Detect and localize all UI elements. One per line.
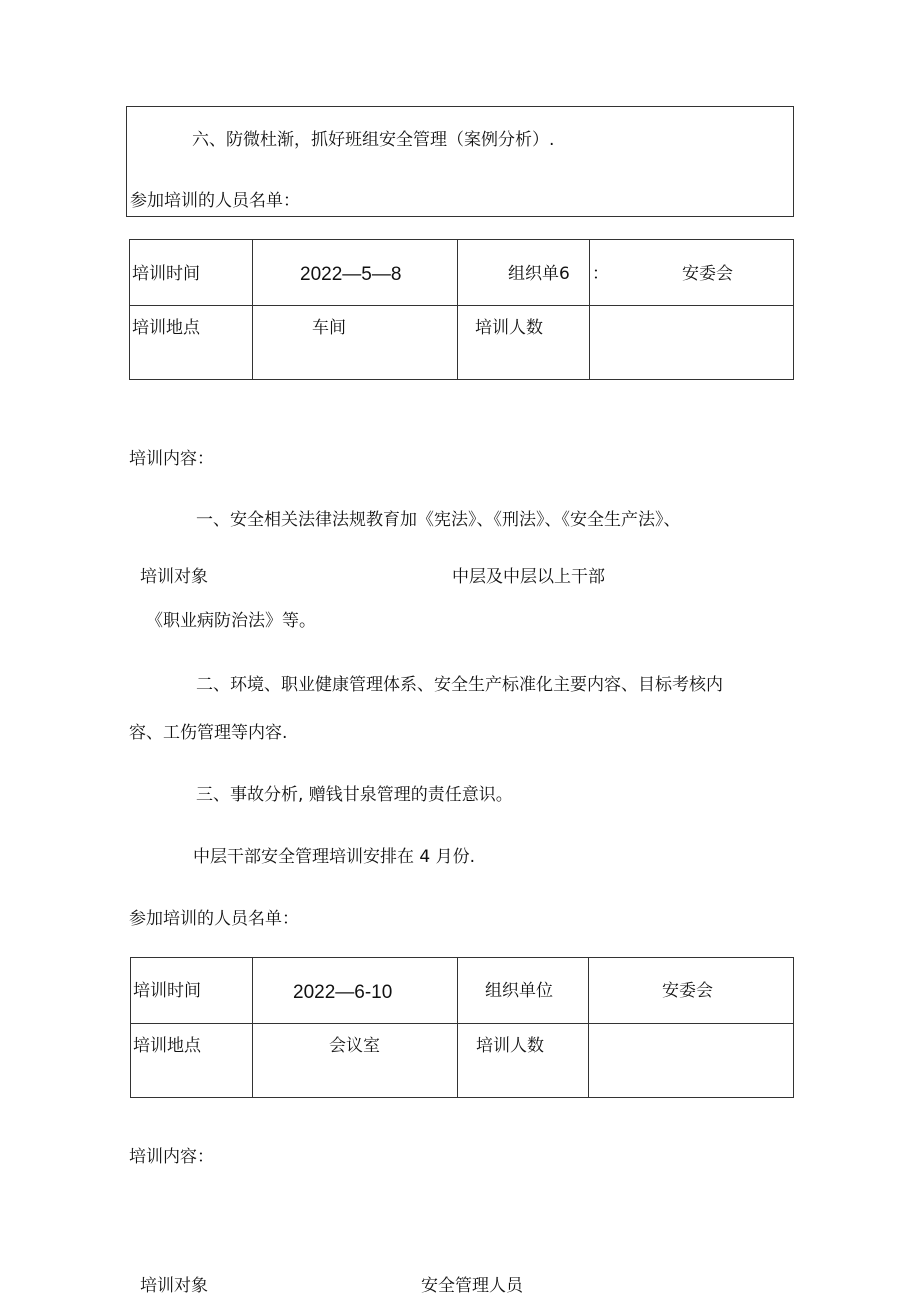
content-label-1: 培训内容： [129, 449, 214, 469]
t1-count-label-cell [458, 306, 590, 380]
t2-org-value-cell [589, 958, 794, 1024]
training-table-2 [130, 957, 794, 1098]
t1-time-label: 培训时间 [132, 264, 200, 284]
training-table-1 [129, 239, 794, 380]
item-1-continued: 《职业病防治法》等。 [146, 611, 316, 631]
t1-count-label: 培训人数 [475, 318, 543, 338]
t2-place-label-cell [131, 1024, 253, 1098]
item-1-text: 一、安全相关法律法规教育加《宪法》、《刑法》、《安全生产法》、 [196, 510, 681, 530]
t2-time-value-cell [253, 958, 458, 1024]
t1-org-label-cell [458, 240, 590, 306]
t1-place-label: 培训地点 [132, 318, 200, 338]
target-label-1: 培训对象 [140, 567, 208, 587]
t1-count-value-cell [590, 306, 794, 380]
t2-org-label: 组织单位 [485, 981, 553, 1001]
target-value-2: 安全管理人员 [421, 1276, 523, 1296]
t2-count-value-cell [589, 1024, 794, 1098]
t1-org-value: 安委会 [682, 264, 733, 284]
item-3-text: 三、事故分析, 赠钱甘泉管理的责任意识。 [196, 785, 513, 805]
attendees-label-2: 参加培训的人员名单： [129, 909, 299, 929]
target-label-2: 培训对象 [140, 1276, 208, 1296]
t1-time-label-cell [130, 240, 253, 306]
schedule-text: 中层干部安全管理培训安排在 4 月份. [193, 847, 476, 867]
t1-org-label: 组织单6 [508, 264, 570, 284]
t1-time-value: 2022—5—8 [300, 264, 402, 285]
t2-place-value: 会议室 [329, 1036, 380, 1056]
t1-org-value-cell [590, 240, 794, 306]
attendees-label-1: 参加培训的人员名单： [130, 191, 300, 211]
t2-time-label-cell [131, 958, 253, 1024]
t2-place-label: 培训地点 [133, 1036, 201, 1056]
item-2-line-1: 二、环境、职业健康管理体系、安全生产标准化主要内容、目标考核内 [196, 675, 723, 695]
t1-place-value: 车间 [312, 318, 346, 338]
content-label-2: 培训内容： [129, 1147, 214, 1167]
t2-count-label-cell [458, 1024, 589, 1098]
t1-org-colon: ： [592, 264, 609, 284]
target-value-1: 中层及中层以上干部 [452, 567, 605, 587]
t1-place-value-cell [253, 306, 458, 380]
t2-org-label-cell [458, 958, 589, 1024]
item-6-text: 六、防微杜渐，抓好班组安全管理（案例分析）. [192, 130, 555, 150]
t1-time-value-cell [253, 240, 458, 306]
t2-time-label: 培训时间 [133, 981, 201, 1001]
item-2-line-2: 容、工伤管理等内容. [129, 723, 288, 743]
t2-place-value-cell [253, 1024, 458, 1098]
t2-time-value: 2022—6-10 [293, 982, 393, 1003]
t2-count-label: 培训人数 [476, 1036, 544, 1056]
t1-place-label-cell [130, 306, 253, 380]
t2-org-value: 安委会 [662, 981, 713, 1001]
